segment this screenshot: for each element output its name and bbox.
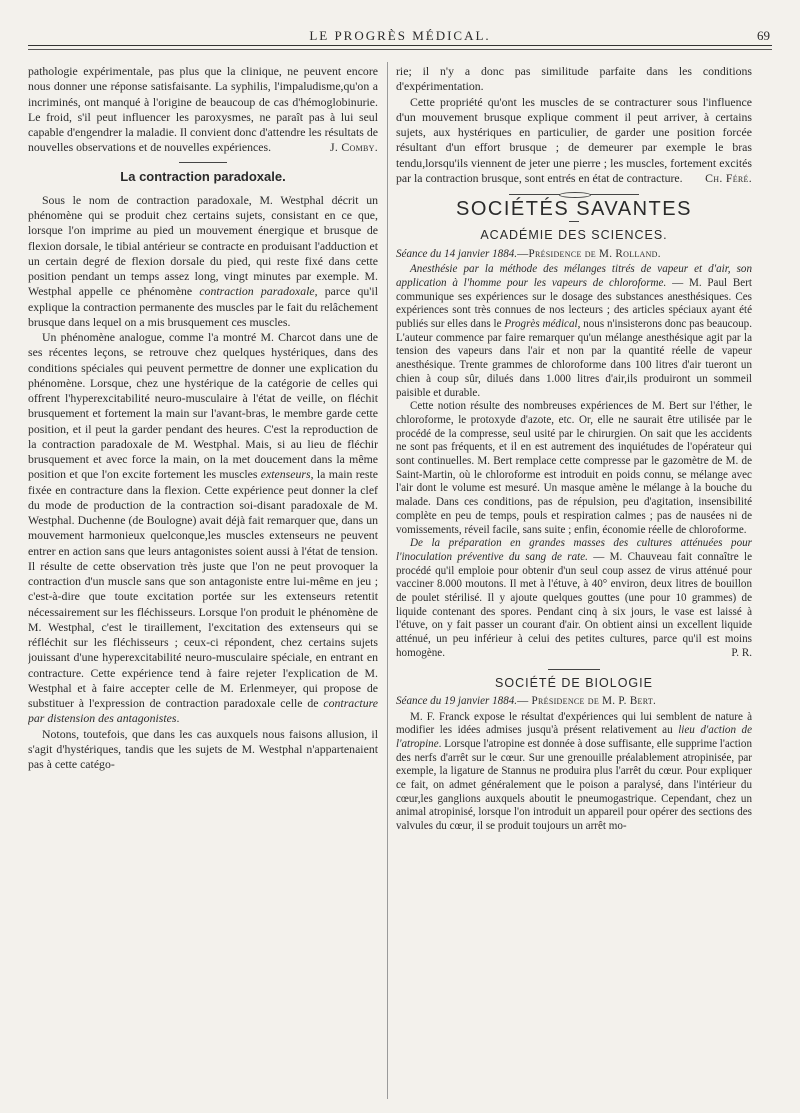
header-rule bbox=[28, 45, 772, 46]
author-signature: Ch. Féré. bbox=[705, 170, 752, 185]
right-column bbox=[396, 64, 752, 1099]
running-title: LE PROGRÈS MÉDICAL. bbox=[309, 28, 491, 43]
section-heading: SOCIÉTÉS SAVANTES bbox=[456, 198, 692, 220]
article-paragraph: Sous le nom de contraction paradoxale, M. Westphal décrit un phénomène qui se produit chez certains sujets, consistant en ce que, lorsque l'on imprime au pied un mouvement énergique et brusque de flexion dorsale, le tibial antérieur se contracte en produisant l'adduction et un certain degré de flexion dorsale du pied, qui reste fixé dans cette position pendant un temps assez long, vingt minutes par exemple. M. Westphal appelle ce phénomène contraction paradoxale, parce qu'il explique la contraction permanente des muscles par le fait du relâchement brusque dans lequel on a mis brusquement ces muscles. bbox=[28, 192, 378, 329]
continued-paragraph: pathologie expérimentale, pas plus que la clinique, ne peuvent encore nous donner une réponse satisfaisante. La syphilis, l'impaludisme,qu'on a incriminés, ont manqué à l'origine de beaucoup de cas d'hémoglobinurie. Le froid, s'il peut influencer les paroxysmes, ne paraît pas à lui seul capable d'engendrer la maladie. Il convient donc d'attendre les résultats de nouvelles observations et de nouvelles expériences. J. Comby. bbox=[28, 64, 378, 155]
article-paragraph: Cette propriété qu'ont les muscles de se contracturer sous l'influence d'un mouvement brusque explique comment il peut arriver, à certains sujets, aux hystériques en particulier, de garder une position forcée résultant d'un effort brusque ; de demeurer par exemple le bras tendu,lorsqu'ils viennent de jeter une pierre ; les muscles, fortement excités par la contraction brusque, sont entrés en état de contracture. Ch. Féré. bbox=[396, 94, 752, 185]
section-divider bbox=[548, 669, 600, 670]
society-heading: SOCIÉTÉ DE BIOLOGIE bbox=[495, 675, 653, 690]
section-divider bbox=[179, 162, 227, 163]
continued-paragraph: rie; il n'y a donc pas similitude parfaite dans les conditions d'expérimentation. bbox=[396, 64, 752, 94]
author-signature: P. R. bbox=[731, 646, 752, 659]
article-paragraph: Notons, toutefois, que dans les cas auxquels nous faisons allusion, il s'agit d'hystériques, tandis que les sujets de M. Westphal n'appartenaient pas à cette catégo- bbox=[28, 726, 378, 771]
academy-report bbox=[396, 248, 752, 661]
report-paragraph: Anesthésie par la méthode des mélanges titrés de vapeur et d'air, son application à l'homme pour les vapeurs de chloroforme. — M. Paul Bert communique ses expériences sur le dosage des substances anesthésiques. Ces expériences sont très connues de nos lecteurs ; des articles spéciaux ayant été publiés sur elles dans le Progrès médical, nous n'insisterons donc pas beaucoup. L'auteur commence par faire remarquer qu'un mélange anesthésique agit par la tension des vapeurs dans l'air et non par la quantité réelle de vapeur anesthésique. Trente grammes de chloroforme dans 100 litres d'air tueront un chien à coup sûr, dilués dans 1.000 litres d'air,ils produiront un sommeil paisible et durable. bbox=[396, 263, 752, 399]
session-line: Séance du 14 janvier 1884.—Présidence de M. Rolland. bbox=[396, 247, 661, 260]
column-separator bbox=[387, 62, 388, 1099]
author-signature: J. Comby. bbox=[329, 140, 378, 155]
society-heading: ACADÉMIE DES SCIENCES. bbox=[480, 228, 668, 243]
report-paragraph: M. F. Franck expose le résultat d'expériences qui lui semblent de nature à modifier les idées admises jusqu'à présent relativement au lieu d'action de l'atropine. Lorsque l'atropine est donnée à dose suffisante, elle supprime l'action des nerfs d'arrêt sur le cœur. Sur une grenouille préalablement atropinisée, par exemple, la ligature de Stannus ne produira plus l'arrêt du cœur. Pour expliquer ce fait, on admet généralement que le poison a paralysé, dans l'intérieur du cœur,les ganglions auxquels aboutit le pneumogastrique. Cependant, chez un animal atropinisé, lorsque l'on introduit un appareil pour opérer des sections des valvules du cœur, il se produit toujours un arrêt mo- bbox=[396, 710, 752, 833]
heading-rule bbox=[569, 221, 579, 222]
running-head bbox=[28, 28, 772, 50]
report-paragraph: De la préparation en grandes masses des cultures atténuées pour l'inoculation préventive du sang de rate. — M. Chauveau fait connaître le procédé qu'il emploie pour obtenir d'un seul coup assez de virus atténué pour vacciner 8.000 moutons. Il met à l'étuve, à 40° environ, deux litres de bouillon de poulet stérilisé. Il y ajoute quelques gouttes (une pour 10 grammes) de liquide contenant des spores. Pendant cinq à six jours, le vase est laissé à l'étuve, on y fait passer un courant d'air. On obtient ainsi un excellent liquide atténué, un peu inférieur à celui des petites cultures, parce qu'il est moins homogène. P. R. bbox=[396, 537, 752, 659]
report-paragraph: Cette notion résulte des nombreuses expériences de M. Bert sur l'éther, le chloroforme, le protoxyde d'azote, etc. Or, elle ne saurait être utilisée par le procédé de la compresse, seul usité par le chirurgien. On sait que les accidents ne sont pas fréquents, et il en est autrement des inquiétudes de l'opérateur qui sont continuelles. M. Bert remplace cette compresse par le gazomètre de M. de Saint-Martin, où le chloroforme est introduit en poids connu, se mélange avec l'air dont le volume est mesuré. Un masque amène le mélange à la bouche du malade. Dans ces conditions, pas de répulsion, peu d'agitation, insensibilité complète en peu de temps, pouls et respiration calmes ; pas de nausées ni de vomissements, réveil facile, sans suite ; enfin, économie réelle de chloroforme. bbox=[396, 400, 752, 536]
article-title: La contraction paradoxale. bbox=[120, 168, 286, 184]
biology-report bbox=[396, 695, 752, 834]
article-paragraph: Un phénomène analogue, comme l'a montré M. Charcot dans une de ses récentes leçons, se retrouve chez quelques hystériques, dans des conditions spéciales qui peuvent permettre de donner une explication du phénomène. Lorsque, chez une hystérique de la catégorie de celles qui offrent l'hyperexcitabilité neuro-musculaire à l'état de veille, on fléchit brusquement et fortement la main sur l'avant-bras, le membre garde cette position, et il peut la garder pendant des heures. C'est la reproduction de la contraction paradoxale de M. Westphal. Mais, si au lieu de fléchir brusquement et avec force la main, on la met doucement dans la même position et que l'on excite fortement les muscles extenseurs, la main reste fixée en contracture dans la flexion. Cette expérience peut donner la clef du mode de production de la contraction soi-disant paradoxale de M. Westphal. Duchenne (de Boulogne) avait déjà fait remarquer que, dans un mouvement harmonieux quelconque,les muscles extenseurs ne peuvent entrer en action sans que leurs antagonistes soient aussi à l'état de tension. Il résulte de cette observation très juste que l'on ne peut provoquer la contraction d'un muscle sans que son antagoniste entre lui-même en jeu ; c'est-à-dire que toute excitation portée sur les extenseurs retentit nécessairement sur les fléchisseurs. Lorsque l'on produit le phénomène de M. Westphal, c'est le tiraillement, l'excitation des extenseurs qui se réfléchit sur les fléchisseurs ; ceux-ci répondent, chez certains sujets jouissant d'une hyperexcitabilité neuro-musculaire spéciale, en entrant en contracture. Cette expérience tend à faire rejeter l'explication de M. Westphal et à faire accepter celle de M. Erlenmeyer, qui propose de substituer à l'expression de contraction paradoxale celle de contracture par distension des antagonistes. bbox=[28, 330, 378, 726]
ornamental-divider bbox=[509, 192, 639, 198]
left-column bbox=[28, 64, 378, 1099]
header-rule-thin bbox=[28, 49, 772, 50]
page-number: 69 bbox=[757, 28, 770, 43]
session-line: Séance du 19 janvier 1884.— Présidence de M. P. Bert. bbox=[396, 694, 657, 707]
